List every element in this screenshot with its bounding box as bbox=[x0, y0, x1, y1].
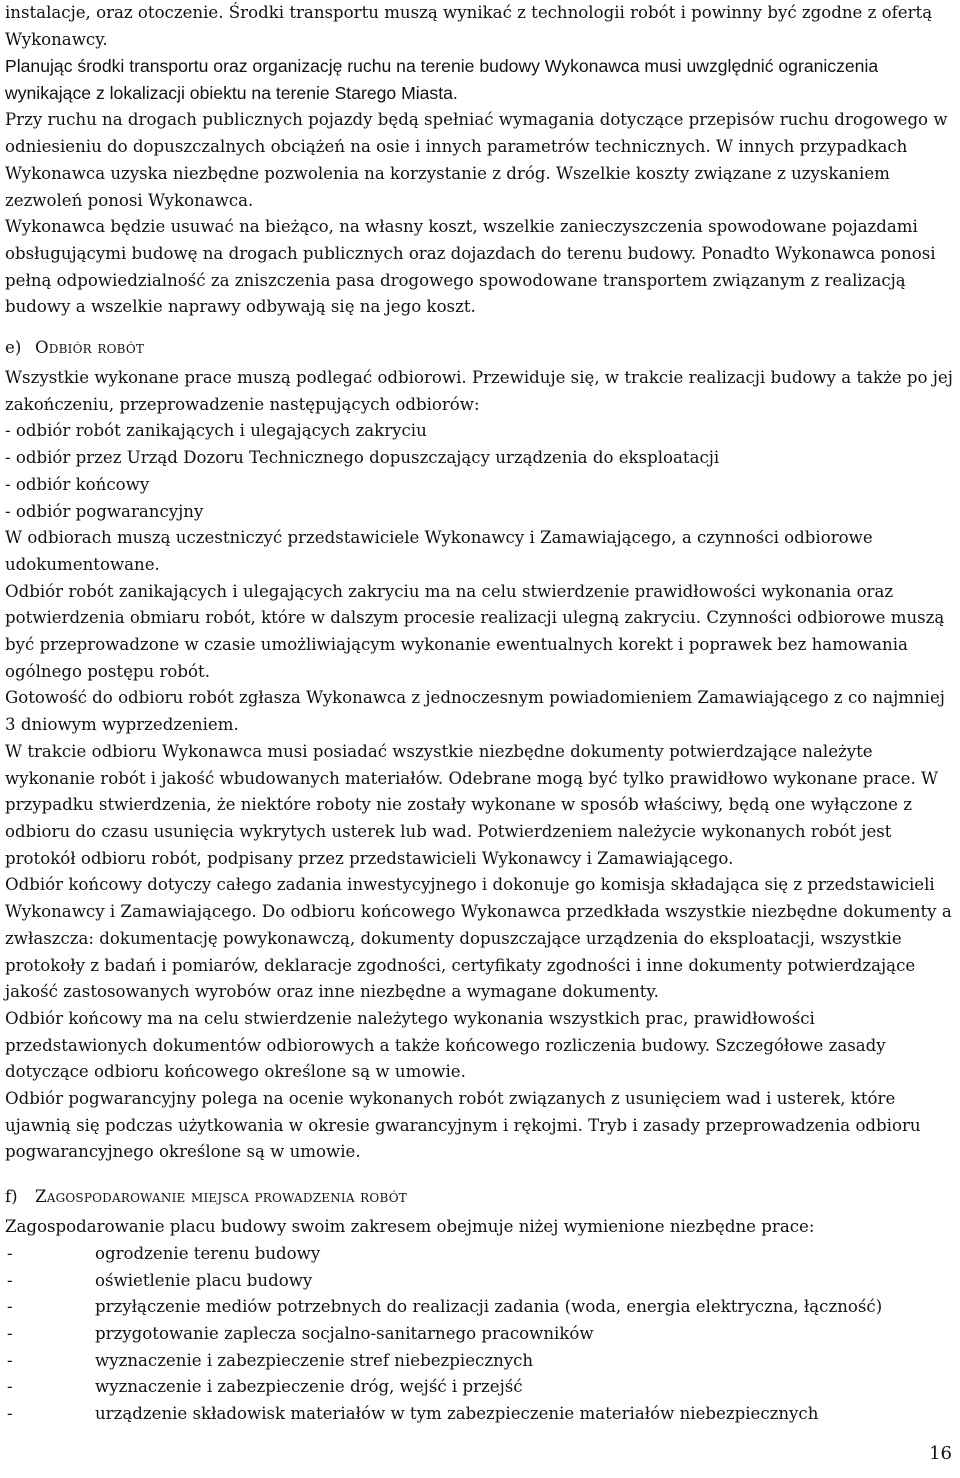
list-item-text: wyznaczenie i zabezpieczenie dróg, wejść i przejść bbox=[95, 1377, 523, 1397]
paragraph-acceptance-intro: Wszystkie wykonane prace muszą podlegać odbiorowi. Przewiduje się, w trakcie realizacji budowy a także po jej zakończeniu, przeprowadzenie następujących odbiorów: bbox=[5, 368, 953, 414]
paragraph-final-purpose: Odbiór końcowy ma na celu stwierdzenie należytego wykonania wszystkich prac, prawidłowości przedstawionych dokumentów odbiorowych a także końcowego rozliczenia budowy. Szczegółowe zasady dotyczące odbioru końcowego określone są w umowie. bbox=[5, 1008, 886, 1082]
list-item bbox=[5, 1348, 955, 1375]
list-item-text: wyznaczenie i zabezpieczenie stref niebezpiecznych bbox=[95, 1350, 534, 1370]
list-item-text: oświetlenie placu budowy bbox=[95, 1270, 313, 1290]
list-item-text: przyłączenie mediów potrzebnych do realizacji zadania (woda, energia elektryczna, łączność) bbox=[95, 1297, 883, 1317]
list-item-text: urządzenie składowisk materiałów w tym zabezpieczenie materiałów niebezpiecznych bbox=[95, 1404, 819, 1424]
paragraph-readiness: Gotowość do odbioru robót zgłasza Wykonawca z jednoczesnym powiadomieniem Zamawiającego z co najmniej 3 dniowym wyprzedzeniem. bbox=[5, 688, 945, 735]
list-item bbox=[5, 1374, 955, 1401]
list-item bbox=[5, 1241, 955, 1268]
paragraph-transport-means: instalacje, oraz otoczenie. Środki transportu muszą wynikać z technologii robót i powinny być zgodne z ofertą Wykonawcy. bbox=[5, 3, 933, 49]
page-number: 16 bbox=[929, 1443, 952, 1464]
list-item: - odbiór końcowy bbox=[5, 474, 150, 494]
section-heading-e bbox=[5, 335, 955, 361]
list-dash: - bbox=[7, 1243, 13, 1263]
paragraph-transport-planning: Planując środki transportu oraz organizację ruchu na terenie budowy Wykonawca musi uwzględnić ograniczenia wynikające z lokalizacji obiektu na terenie Starego Miasta. bbox=[5, 56, 879, 104]
list-dash: - bbox=[7, 1350, 13, 1370]
paragraph-contamination: Wykonawca będzie usuwać na bieżąco, na własny koszt, wszelkie zanieczyszczenia spowodowane pojazdami obsługującymi budowę na drogach publicznych oraz dojazdach do terenu budowy. Ponadto Wykonawca ponosi pełną odpowiedzialność za zniszczenia pasa drogowego spowodowane transportem związanym z realizacją budowy a wszelkie naprawy odbywają się na jego koszt. bbox=[5, 217, 936, 317]
list-item-text: przygotowanie zaplecza socjalno-sanitarnego pracowników bbox=[95, 1323, 594, 1343]
section-title: Zagospodarowanie miejsca prowadzenia robót bbox=[35, 1187, 407, 1207]
paragraph-site-intro: Zagospodarowanie placu budowy swoim zakresem obejmuje niżej wymienione niezbędne prace: bbox=[5, 1217, 815, 1237]
site-works-list bbox=[5, 1241, 955, 1428]
acceptance-types-list bbox=[5, 418, 955, 525]
list-dash: - bbox=[7, 1377, 13, 1397]
paragraph-documents: W trakcie odbioru Wykonawca musi posiadać wszystkie niezbędne dokumenty potwierdzające należyte wykonanie robót i jakość wbudowanych materiałów. Odebrane mogą być tylko prawidłowo wykonane prace. W przypadku stwierdzenia, że niektóre roboty nie zostały wykonane w sposób właściwy, będą one wyłączone z odbioru do czasu usunięcia wykrytych usterek lub wad. Potwierdzeniem należycie wykonanych robót jest protokół odbioru robót, podpisany przez przedstawicieli Wykonawcy i Zamawiającego. bbox=[5, 741, 939, 868]
section-letter: f) bbox=[5, 1187, 18, 1207]
list-item bbox=[5, 1268, 955, 1295]
paragraph-final-acceptance: Odbiór końcowy dotyczy całego zadania inwestycyjnego i dokonuje go komisja składająca się z przedstawicieli Wykonawcy i Zamawiającego. Do odbioru końcowego Wykonawca przedkłada wszystkie niezbędne dokumenty a zwłaszcza: dokumentację powykonawczą, dokumenty dopuszczające urządzenia do eksploatacji, wszystkie protokoły z badań i pomiarów, deklaracje zgodności, certyfikaty zgodności i inne dokumenty potwierdzające jakość zastosowanych wyrobów oraz inne niezbędne a wymagane dokumenty. bbox=[5, 875, 952, 1002]
list-item bbox=[5, 1321, 955, 1348]
section-heading-f bbox=[5, 1184, 955, 1210]
list-dash: - bbox=[7, 1323, 13, 1343]
document-page bbox=[5, 0, 955, 1428]
list-item-text: ogrodzenie terenu budowy bbox=[95, 1243, 321, 1263]
list-dash: - bbox=[7, 1270, 13, 1290]
list-item bbox=[5, 1401, 955, 1428]
list-item: - odbiór pogwarancyjny bbox=[5, 501, 204, 521]
paragraph-public-roads: Przy ruchu na drogach publicznych pojazdy będą spełniać wymagania dotyczące przepisów ruchu drogowego w odniesieniu do dopuszczalnych obciążeń na osie i innych parametrów technicznych. W innych przypadkach Wykonawca uzyska niezbędne pozwolenia na korzystanie z dróg. Wszelkie koszty związane z uzyskaniem zezwoleń ponosi Wykonawca. bbox=[5, 110, 948, 210]
list-item bbox=[5, 1294, 955, 1321]
section-title: Odbiór robót bbox=[35, 338, 145, 358]
list-item: - odbiór przez Urząd Dozoru Technicznego dopuszczający urządzenia do eksploatacji bbox=[5, 448, 720, 468]
list-item: - odbiór robót zanikających i ulegających zakryciu bbox=[5, 421, 427, 441]
paragraph-participants: W odbiorach muszą uczestniczyć przedstawiciele Wykonawcy i Zamawiającego, a czynności odbiorowe udokumentowane. bbox=[5, 528, 873, 574]
paragraph-post-warranty: Odbiór pogwarancyjny polega na ocenie wykonanych robót związanych z usunięciem wad i usterek, które ujawnią się podczas użytkowania w okresie gwarancyjnym i rękojmi. Tryb i zasady przeprowadzenia odbioru pogwarancyjnego określone są w umowie. bbox=[5, 1089, 921, 1162]
section-letter: e) bbox=[5, 338, 22, 358]
paragraph-hidden-works: Odbiór robót zanikających i ulegających zakryciu ma na celu stwierdzenie prawidłowości wykonania oraz potwierdzenia obmiaru robót, które w dalszym procesie realizacji ulegną zakryciu. Czynności odbiorowe muszą być przeprowadzone w czasie umożliwiającym wykonanie ewentualnych korekt i poprawek bez hamowania ogólnego postępu robót. bbox=[5, 581, 945, 681]
list-dash: - bbox=[7, 1297, 13, 1317]
list-dash: - bbox=[7, 1404, 13, 1424]
